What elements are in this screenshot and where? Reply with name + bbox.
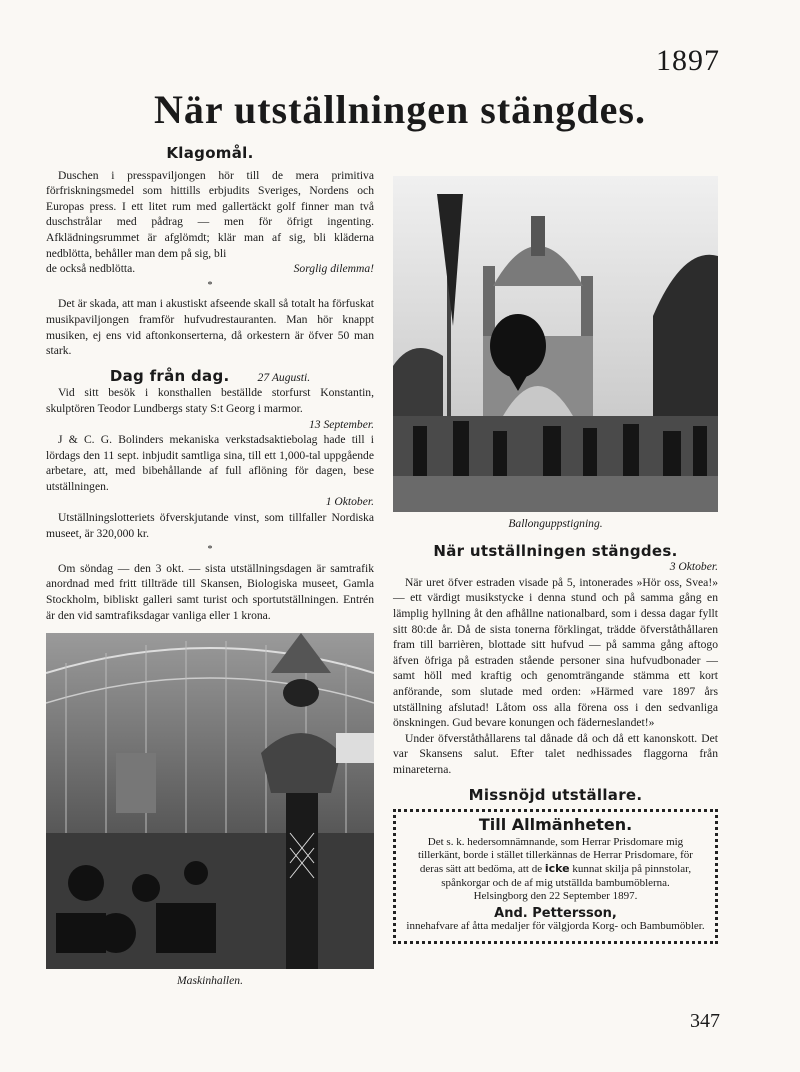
klagomal-paragraph-1: Duschen i presspaviljongen hör till de mera primitiva förfriskningsmedel som hittills erbjudits Sveriges, Nordens och Europas press. I ett litet rum med gallertäckt golf finner man två duschstrålar med pådrag — men för öfrigt ingenting. Afklädningsrummet är afglömdt; klär man af sig, bli kläderna nedblötta, behåller man dem på sig, bli <box>46 168 374 260</box>
page-title: När utställningen stängdes. <box>154 87 646 132</box>
maskinhallen-image <box>46 633 374 969</box>
ballong-photo <box>393 176 718 512</box>
ad-text-a: Det s. k. hedersomnämnande, som Herrar Prisdomare mig tillerkänt, borde i stället tillerkännas de Herrar Prisdomare, för deras sätt att bedöma, att de <box>418 835 693 876</box>
maskinhallen-caption: Maskinhallen. <box>176 974 243 988</box>
klagomal-signature: Sorglig dilemma! <box>293 262 374 276</box>
advertisement-box <box>393 809 718 944</box>
dag-date-2: 13 September. <box>308 417 374 431</box>
right-column <box>393 176 718 944</box>
ad-signature-sub: innehafvare af åtta medaljer för välgjorda Korg- och Bambumöbler. <box>406 919 705 932</box>
ad-body <box>406 836 705 904</box>
missnojd-heading: Missnöjd utställare. <box>468 785 643 804</box>
closing-paragraph-2: Under öfverståthållarens tal dånade då och då ett kanonskott. Det var Skansens salut. Efter talet nedhissades flaggorna från minareterna. <box>393 731 718 776</box>
klagomal-paragraph-1-end: de också nedblötta. <box>46 262 136 276</box>
dag-header <box>46 366 374 386</box>
dag-paragraph-4: Om söndag — den 3 okt. — sista utställningsdagen är samtrafik anordnad med fritt tillträde till Skansen, Biologiska museet, Gamla Stockholm, bibliskt galleri samt turist och sportutställningen. Entrén är den vid samtrafiksdagar vanliga eller 1 krona. <box>46 561 374 622</box>
dag-date-3: 1 Oktober. <box>325 495 374 509</box>
dag-date-1: 27 Augusti. <box>257 370 311 384</box>
ballong-image <box>393 176 718 512</box>
page-year: 1897 <box>656 44 720 77</box>
dag-paragraph-3: Utställningslotteriets öfverskjutande vinst, som tillfaller Nordiska museet, är 320,000 kr. <box>46 511 374 540</box>
closing-heading: När utställningen stängdes. <box>433 541 678 560</box>
ad-signature: And. Pettersson, <box>494 905 617 921</box>
section-divider: * <box>207 279 213 291</box>
maskinhallen-photo <box>46 633 374 969</box>
ad-text-b: kunnat skilja på pinnstolar, spånkorgar och de af mig utställda bambumöblerna. <box>441 863 692 889</box>
klagomal-paragraph-2: Det är skada, att man i akustiskt afseende skall så totalt ha förfuskat musikpaviljongen framför hufvudrestauranten. Man hör knappt musiken, ej ens vid aftonkonserterna, då orkestern är öfver 50 man stark. <box>46 297 374 358</box>
klagomal-heading: Klagomål. <box>166 144 254 162</box>
ad-title: Till Allmänheten. <box>478 815 633 835</box>
dag-heading: Dag från dag. <box>109 366 230 385</box>
dag-paragraph-2: J & C. G. Bolinders mekaniska verkstadsaktiebolag hade till i lördags den 11 sept. inbjudit samtliga sina, till ett 1,000-tal uppgående arbetare, att, med bibehållande af full aflöning för dagen, bese utställningen. <box>46 433 374 493</box>
ad-place-date: Helsingborg den 22 September 1897. <box>473 890 638 903</box>
section-divider: * <box>207 544 213 556</box>
closing-paragraph-1: När uret öfver estraden visade på 5, intonerades »Hör oss, Svea!» — ett värdigt musikstycke i denna stund och på samma gång en lämplig hyllning åt den afhållne nationalbard, som i dessa dagar fyllt sitt 80:de år. Då de sista tonerna förklingat, trädde öfverståthållaren fram till barrièren, blottade sitt hufvud — på samma gång aftogo äfven öfriga på estraden stående personer sina hufvudbonader — samt höll med kraftig och genomträngande stämma ett kort anförande, som slutade med orden: »Härmed vare 1897 års utställning afslutad! Låtom oss alla förena oss i den sedvanliga önskningen. Gud bevare konungen och fäderneslandet!» <box>393 575 718 730</box>
closing-date: 3 Oktober. <box>669 560 718 574</box>
dag-paragraph-1: Vid sitt besök i konsthallen beställde storfurst Konstantin, skulptören Teodor Lundbergs staty S:t Georg i marmor. <box>46 386 374 415</box>
ad-icke: icke <box>544 862 570 876</box>
left-column <box>46 146 374 989</box>
klagomal-signature-line <box>46 261 374 277</box>
page-number: 347 <box>690 1010 720 1032</box>
ballong-caption: Ballonguppstigning. <box>508 517 603 530</box>
